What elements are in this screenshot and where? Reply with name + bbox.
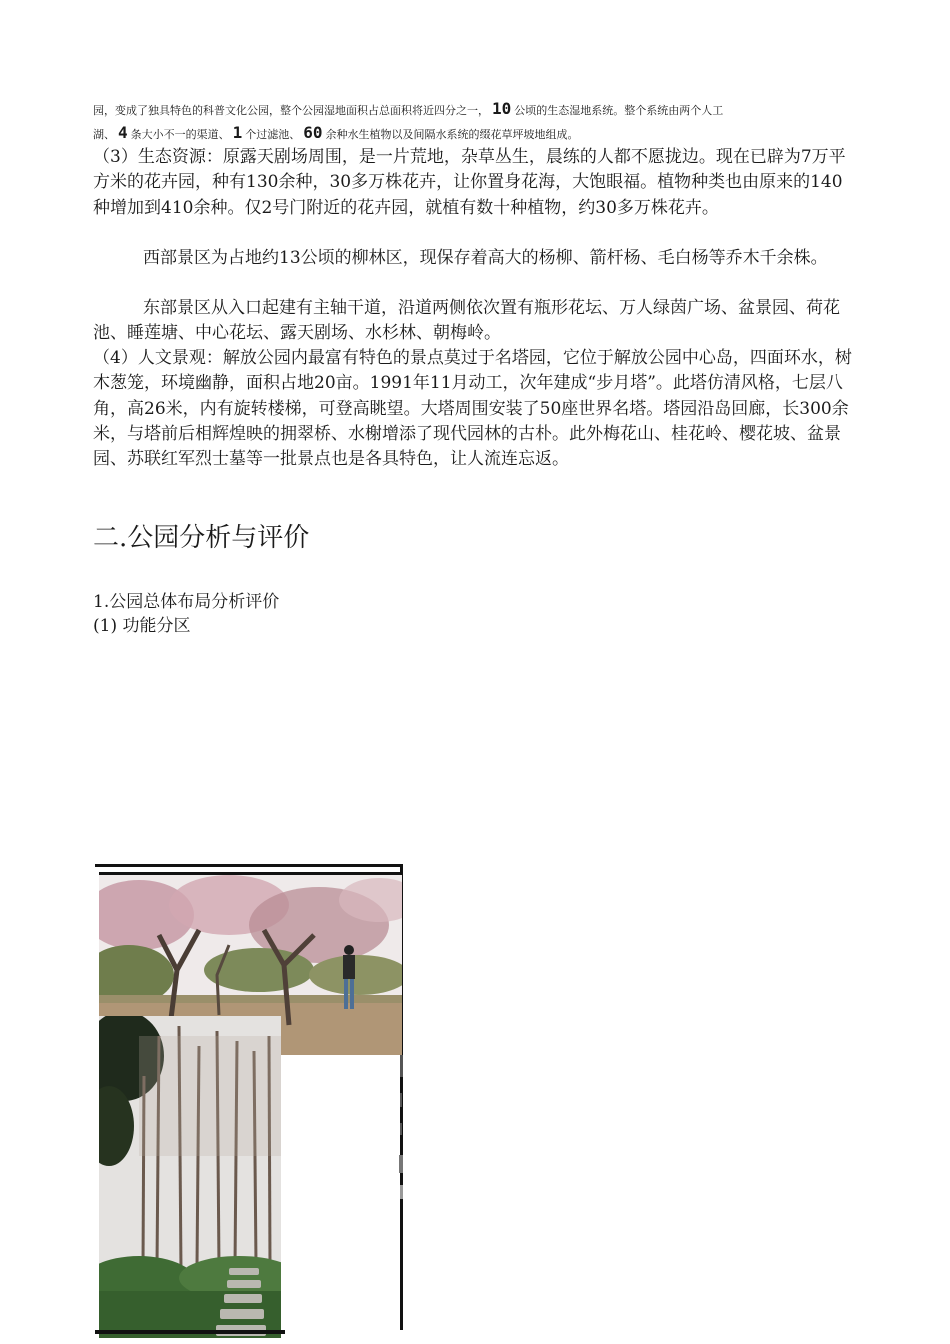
section-item-function-zoning: (1) 功能分区 bbox=[93, 616, 191, 636]
intro-line-2-text-a: 湖、 bbox=[93, 128, 115, 141]
collage-bottom-edge bbox=[95, 1330, 285, 1334]
intro-number-4: 4 bbox=[118, 123, 128, 142]
intro-line-1-text-b: 公顷的生态湿地系统。整个系统由两个人工 bbox=[514, 104, 724, 117]
collage-edge-marks bbox=[397, 1055, 407, 1205]
intro-number-1: 1 bbox=[232, 123, 243, 142]
intro-line-1 bbox=[93, 99, 724, 118]
intro-line-2 bbox=[93, 123, 579, 142]
intro-line-2-text-d: 余种水生植物以及间隔水系统的缀花草坪坡地组成。 bbox=[325, 128, 579, 141]
paragraph-humanities: （4）人文景观：解放公园内最富有特色的景点莫过于名塔园，它位于解放公园中心岛，四面环水，树木葱笼，环境幽静，面积占地20亩。1991年11月动工，次年建成“步月塔”。此塔仿清风格，七层八角，高26米，内有旋转楼梯，可登高眺望。大塔周围安装了50座世界名塔。塔园沿岛回廊，长300余米，与塔前后相辉煌映的拥翠桥、水榭增添了现代园林的古朴。此外梅花山、桂花岭、樱花坡、盆景园、苏联红军烈士墓等一批景点也是各具特色，让人流连忘返。 bbox=[93, 348, 852, 470]
section-heading: 二.公园分析与评价 bbox=[93, 523, 310, 553]
intro-number-60: 60 bbox=[303, 123, 323, 142]
paragraph-eco-resources: （3）生态资源：原露天剧场周围，是一片荒地，杂草丛生，晨练的人都不愿拢边。现在已辟为7万平方米的花卉园，种有130余种，30多万株花卉，让你置身花海，大饱眼福。植物种类也由原来的140种增加到410余种。仅2号门附近的花卉园，就植有数十种植物，约30多万株花卉。 bbox=[93, 147, 846, 218]
intro-line-1-text-a: 园，变成了独具特色的科普文化公园，整个公园湿地面积占总面积将近四分之一， bbox=[93, 104, 489, 117]
intro-number-10: 10 bbox=[492, 99, 512, 118]
intro-line-2-text-c: 个过滤池、 bbox=[245, 128, 301, 141]
paragraph-west-area: 西部景区为占地约13公顷的柳林区，现保存着高大的杨柳、箭杆杨、毛白杨等乔木千余株。 bbox=[143, 248, 828, 268]
intro-line-2-text-b: 条大小不一的渠道、 bbox=[130, 128, 230, 141]
paragraph-east-area: 东部景区从入口起建有主轴干道，沿道两侧依次置有瓶形花坛、万人绿茵广场、盆景园、荷花池、睡莲塘、中心花坛、露天剧场、水杉林、朝梅岭。 bbox=[93, 298, 840, 344]
section-subheading: 1.公园总体布局分析评价 bbox=[93, 592, 280, 612]
photo-metasequoia-forest bbox=[99, 1016, 281, 1338]
forest-illustration bbox=[99, 1016, 281, 1338]
